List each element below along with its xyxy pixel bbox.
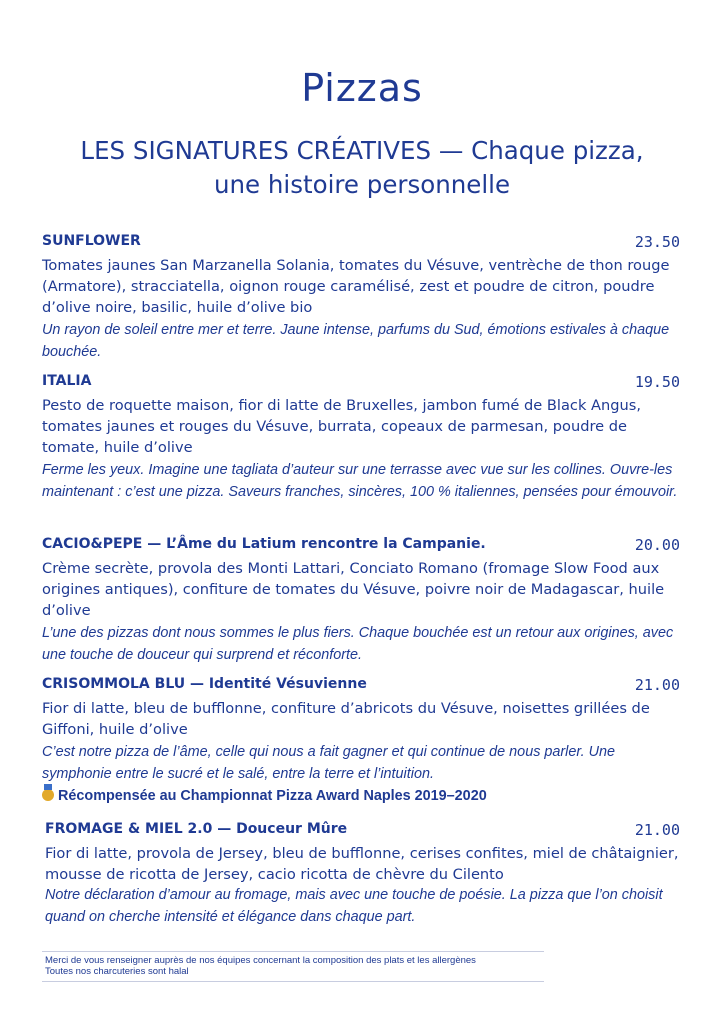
item-price: 23.50 [634,233,680,251]
menu-item-cacio-pepe [42,536,684,666]
page-title: Pizzas [301,66,423,110]
menu-item-crisommola-blu [42,676,684,807]
item-name: FROMAGE & MIEL 2.0 — Douceur Mûre [45,821,348,837]
item-ingredients: Crème secrète, provola des Monti Lattari, Conciato Romano (fromage Slow Food aux origines antiques), confiture de tomates du Vésuve, poivre noir de Madagascar, huile d’olive [42,560,665,619]
menu-item-sunflower [42,233,684,363]
item-price: 19.50 [634,373,680,391]
item-ingredients: Pesto de roquette maison, fior di latte de Bruxelles, jambon fumé de Black Angus, tomates jaunes et rouges du Vésuve, burrata, copeaux de parmesan, poudre de tomate, huile d’olive [42,397,642,456]
item-description: L’une des pizzas dont nous sommes le plus fiers. Chaque bouchée est un retour aux origines, avec une touche de douceur qui surprend et réconforte. [42,625,674,663]
item-description: Notre déclaration d’amour au fromage, mais avec une touche de poésie. La pizza que l’on choisit quand on cherche intensité et élégance dans chaque part. [45,887,663,925]
menu-item-fromage-miel [45,821,684,928]
medal-icon [42,789,54,801]
footer-line-allergens: Merci de vous renseigner auprès de nos équipes concernant la composition des plats et les allergènes [45,955,476,966]
item-award [42,785,684,807]
item-name: SUNFLOWER [42,233,141,249]
item-price: 21.00 [634,821,680,839]
item-description: C’est notre pizza de l’âme, celle qui nous a fait gagner et qui continue de nous parler. Une symphonie entre le sucré et le salé, entre la terre et l’intuition. [42,744,616,782]
item-description: Ferme les yeux. Imagine une tagliata d’auteur sur une terrasse avec vue sur les collines. Ouvre-les maintenant : c’est une pizza. Saveurs franches, sincères, 100 % italiennes, pensées pour émouvoir. [42,462,678,500]
item-name: ITALIA [42,373,92,389]
footer-line-halal: Toutes nos charcuteries sont halal [45,966,189,977]
item-description: Un rayon de soleil entre mer et terre. Jaune intense, parfums du Sud, émotions estivales à chaque bouchée. [42,322,670,360]
item-price: 20.00 [634,536,680,554]
item-name: CRISOMMOLA BLU — Identité Vésuvienne [42,676,367,692]
item-ingredients: Tomates jaunes San Marzanella Solania, tomates du Vésuve, ventrèche de thon rouge (Armatore), stracciatella, oignon rouge caramélisé, zest et poudre de citron, poudre d’olive noire, basilic, huile d’olive bio [42,257,670,316]
page-subtitle: LES SIGNATURES CRÉATIVES — Chaque pizza, une histoire personnelle [80,136,644,199]
allergen-footer [42,951,544,982]
award-text: Récompensée au Championnat Pizza Award Naples 2019–2020 [58,788,487,804]
item-ingredients: Fior di latte, provola de Jersey, bleu de bufflonne, cerises confites, miel de châtaignier, mousse de ricotta de Jersey, cacio ricotta de chèvre du Cilento [45,845,679,883]
item-price: 21.00 [634,676,680,694]
item-ingredients: Fior di latte, bleu de bufflonne, confiture d’abricots du Vésuve, noisettes grillées de Giffoni, huile d’olive [42,700,650,738]
item-name: CACIO&PEPE — L’Âme du Latium rencontre la Campanie. [42,536,486,552]
menu-item-italia [42,373,684,503]
